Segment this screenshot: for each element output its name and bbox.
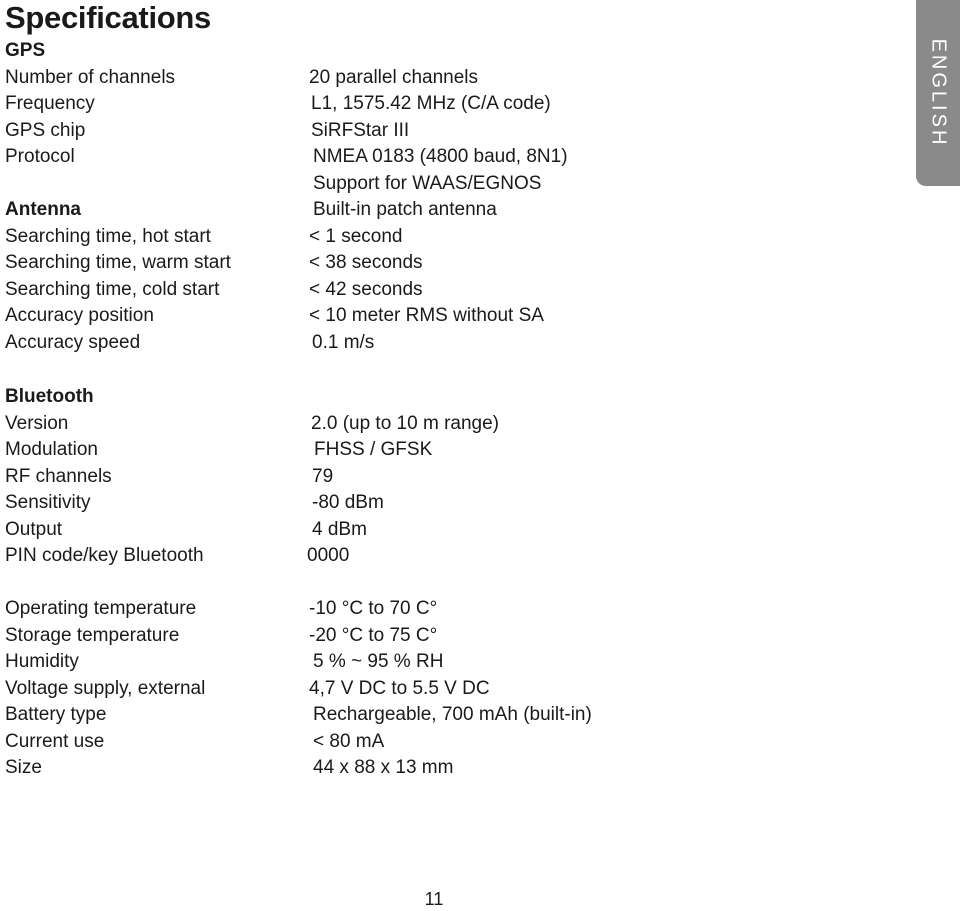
spec-value: Support for WAAS/EGNOS [313,172,542,194]
spec-value: -80 dBm [312,492,384,513]
spec-label: Version [5,412,69,434]
spec-row [5,729,905,756]
spec-label: Sensitivity [5,492,91,513]
gps-heading: GPS [5,40,46,61]
spec-value: Built-in patch antenna [313,199,497,220]
spec-row [5,702,905,729]
language-tab [916,0,960,186]
spec-value: < 38 seconds [309,252,423,273]
spec-label: Modulation [5,439,98,460]
spec-value: -20 °C to 75 C° [309,624,438,646]
gps-section [5,38,905,356]
spec-row [5,171,905,198]
general-section [5,596,905,782]
spec-label: Protocol [5,146,75,167]
spec-value: 4,7 V DC to 5.5 V DC [309,677,490,699]
spec-row [5,676,905,703]
spec-row [5,437,905,464]
spec-row [5,464,905,491]
spec-value: L1, 1575.42 MHz (C/A code) [311,93,551,114]
spec-label: Frequency [5,93,95,114]
spec-label: Humidity [5,651,79,672]
spec-row [5,490,905,517]
spec-value: < 80 mA [313,730,385,752]
spec-row [5,649,905,676]
spec-label: Operating temperature [5,598,197,619]
spec-value: < 1 second [309,225,403,247]
spec-row [5,755,905,782]
spec-label: Searching time, warm start [5,252,231,273]
spec-value: 79 [312,465,334,487]
spec-row [5,224,905,251]
spec-label: Current use [5,730,105,752]
spec-label: Size [5,757,42,778]
spec-value: 5 % ~ 95 % RH [313,651,444,672]
spec-value: Rechargeable, 700 mAh (built-in) [313,704,592,725]
spec-value: < 42 seconds [309,278,423,300]
spec-label: Voltage supply, external [5,677,206,699]
language-tab-label: ENGLISH [927,38,950,148]
spec-value: NMEA 0183 (4800 baud, 8N1) [313,146,568,167]
spec-value: 2.0 (up to 10 m range) [311,412,499,434]
spec-label: Searching time, hot start [5,225,211,247]
spec-label: PIN code/key Bluetooth [5,545,204,566]
bluetooth-heading-row [5,384,905,411]
spec-label: Antenna [5,199,81,220]
spec-row [5,330,905,357]
spec-row [5,517,905,544]
spec-row [5,277,905,304]
spec-value: < 10 meter RMS without SA [309,305,544,326]
spec-value: -10 °C to 70 C° [309,598,438,619]
spec-row [5,144,905,171]
spec-value: 0000 [307,545,350,566]
spec-value: 4 dBm [312,518,367,540]
spec-label: Searching time, cold start [5,278,220,300]
spec-row [5,118,905,145]
spec-label: GPS chip [5,119,86,141]
spec-label: Accuracy position [5,305,154,326]
spec-row [5,623,905,650]
spec-value: SiRFStar III [311,119,410,141]
spec-row [5,250,905,277]
bluetooth-heading: Bluetooth [5,386,94,407]
bluetooth-section [5,384,905,570]
spec-label: Accuracy speed [5,331,141,353]
spec-label: Storage temperature [5,624,180,646]
spec-row [5,411,905,438]
spec-value: 20 parallel channels [309,66,479,88]
spec-row [5,197,905,224]
spec-value: 44 x 88 x 13 mm [313,757,454,778]
spec-label: RF channels [5,465,112,487]
spec-value: FHSS / GFSK [314,439,433,460]
page-title: Specifications [5,0,211,35]
spec-label: Output [5,518,63,540]
spec-row [5,303,905,330]
spec-row [5,596,905,623]
spec-row [5,65,905,92]
spec-label: Battery type [5,704,107,725]
spec-label: Number of channels [5,66,176,88]
spec-value: 0.1 m/s [312,331,375,353]
spec-row [5,91,905,118]
gps-heading-row [5,38,905,65]
spec-row [5,543,905,570]
page-number: 11 [424,889,444,909]
